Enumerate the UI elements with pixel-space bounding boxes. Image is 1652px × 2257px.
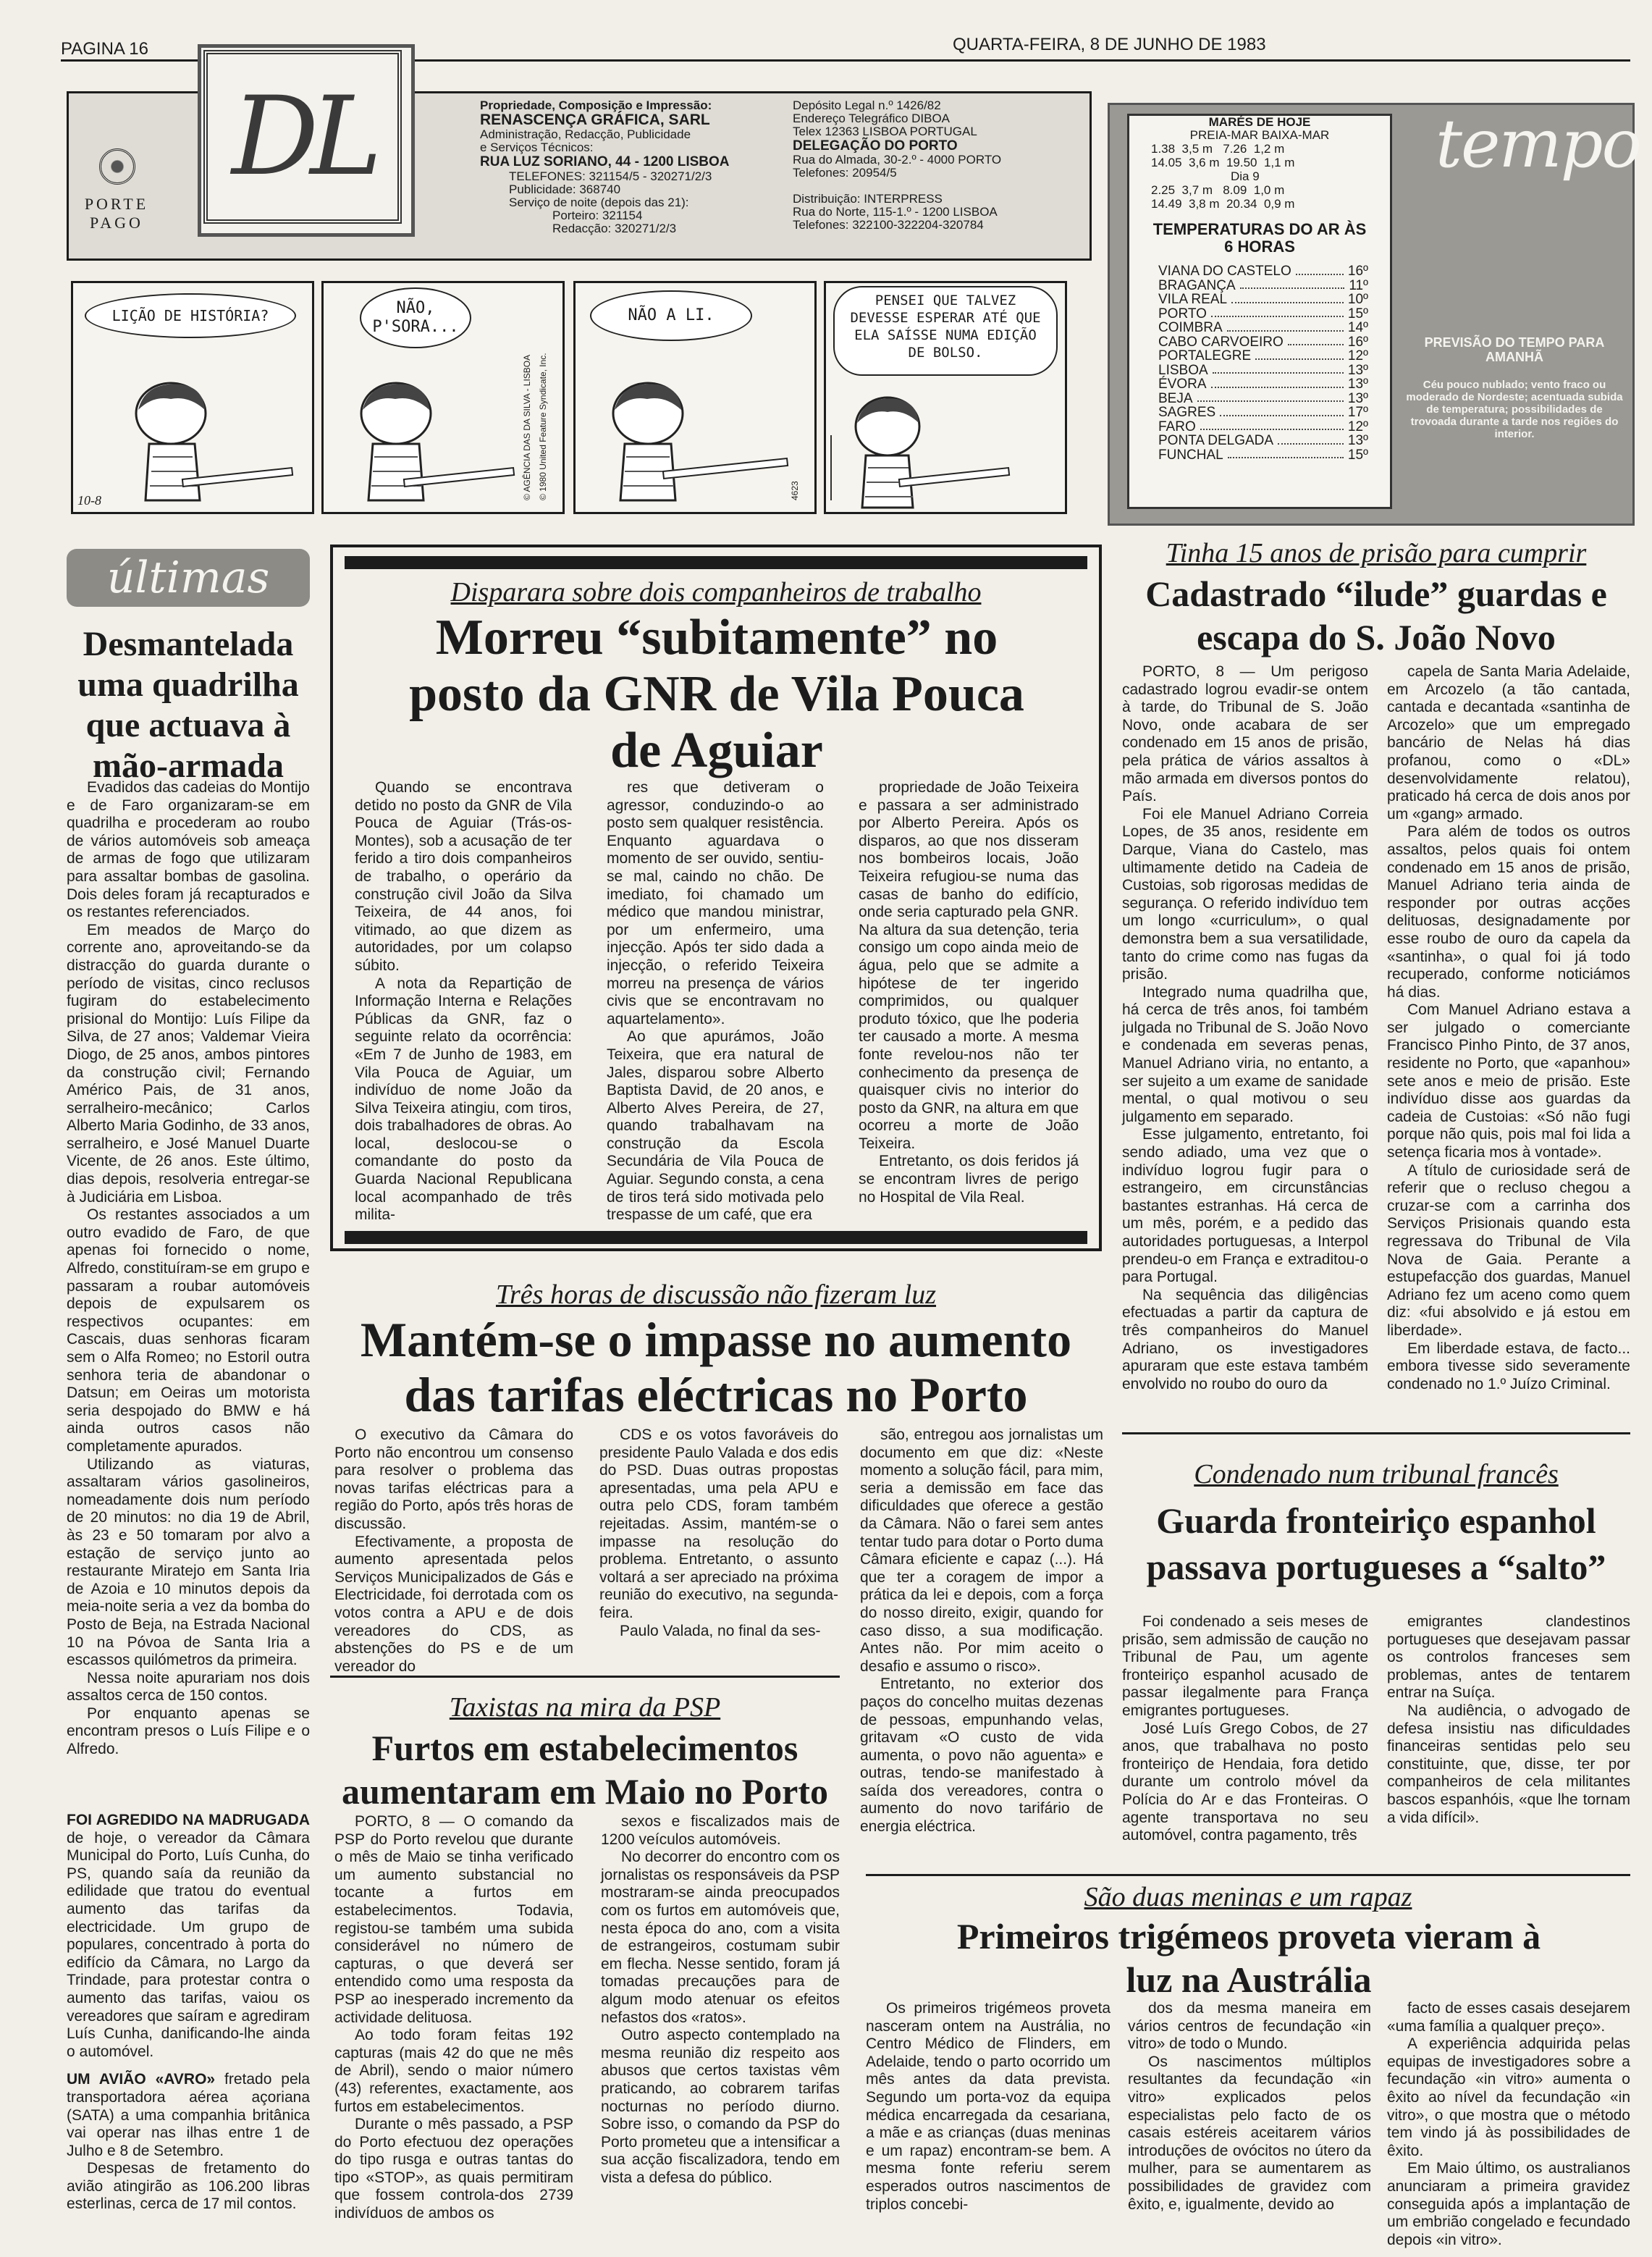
city-name: PORTO [1158,306,1207,321]
city-name: BRAGANÇA [1158,277,1236,293]
city-name: COIMBRA [1158,320,1223,335]
page-date: QUARTA-FEIRA, 8 DE JUNHO DE 1983 [953,35,1266,54]
guarda-kicker: Condenado num tribunal francês [1194,1459,1559,1489]
tempo-title: tempo [1436,105,1640,182]
speech-bubble-4: PENSEI QUE TALVEZ DEVESSE ESPERAR ATÉ QUE ELA SAÍSSE NUMA EDIÇÃO DE BOLSO. [833,286,1058,376]
article-paragraph: CDS e os votos favoráveis do presidente Paulo Valada e dos edis do PSD. Duas outras propostas apresentadas, uma pela APU e outra pelo CDS, foram também rejeitadas. Assim, mantém-se o impasse na resolução do problema. Entretanto, o assunto voltará a ser apreciado na próxima reunião do executivo, na segunda-feira. [599,1426,838,1621]
article-paragraph: Os nascimentos múltiplos resultantes da fecundação «in vitro» explicados pelos especialistas pelo facto de os casais estéreis aceitarem vários introduções de ovócitos no útero da mulher, para se aumentarem as possibilidades de gravidez com êxito, e, igualmente, devido ao [1128,2053,1371,2213]
gnr-column-3 [859,779,1079,1218]
temperature-value: 15º [1347,306,1368,321]
schulz-signature [830,435,846,500]
article-paragraph: Utilizando as viaturas, assaltaram vários gasolineiros, nomeadamente dois num período de 20 minutos: no dia 19 de Abril, às 23 e 50 tomaram por alvo a estação de serviço junto ao restaurante Miratejo em Santa Iria de Azoia e 10 minutos depois da meia-noite seria a vez da bomba do Posto de Beja, na Estrada Nacional 10 na Póvoa de Santa Iria a escassos quilómetros da primeira. [67,1455,310,1669]
brief-aviao: UM AVIÃO «AVRO» fretado pela transportadora aérea açoriana (SATA) a uma companhia britânica vai operar nas ilhas entre 1 de Julho e 8 de Setembro. [67,2071,310,2159]
brief-agredido: FOI AGREDIDO NA MADRUGADA de hoje, o vereador da Câmara Municipal do Porto, Luís Cunha, do PS, quando saía da reunião da edilidade que tratou do eventual aumento das tarifas da electricidade. Um grupo de populares, concentrado à porta do edifício da Câmara, no Largo da Trindade, para protestar contra o aumento das tarifas, vaiou os vereadores que saíram e agrediram Luís Cunha, danificando-lhe ainda o automóvel. [67,1812,310,2060]
article-paragraph: PORTO, 8 — Um perigoso cadastrado logrou evadir-se ontem à tarde, do Tribunal de S. João Novo, onde acabara de ser condenado em 15 anos de prisão, pela prática de vários assaltos à mão armada em diversos pontos do País. [1122,663,1368,805]
taxistas-headline: Furtos em estabelecimentos aumentaram em Maio no Porto [341,1728,829,1812]
leader-dots [1220,405,1344,416]
article-paragraph: Por enquanto apenas se encontram presos o Luís Filipe e o Alfredo. [67,1705,310,1758]
guarda-headline: Guarda fronteiriço espanhol passava portugueses a “salto” [1146,1500,1606,1587]
section-rule [866,1874,1630,1876]
peppermint-patty-figure [604,377,691,500]
gnr-headline: Morreu “subitamente” no posto da GNR de Vila Pouca de Aguiar [409,610,1024,778]
temperature-value: 10º [1347,292,1368,307]
article-paragraph: A experiência adquirida pelas equipas de investigadores sobre a fecundação «in vitro» aumenta o êxito ao nível da fecundação «in vitro», o que mostra que o método tem vindo já às possibilidades de êxito. [1387,2035,1630,2159]
weather-inner [1127,114,1392,509]
temperature-row [1158,448,1368,463]
article-paragraph: Com Manuel Adriano estava a ser julgado o comerciante Francisco Pinho Pinto, de 37 anos, residente no Porto, que «apanhou» sete anos e meio de prisão. Este indivíduo disse aos guardas da cadeia de Custoias: «Só não fugi porque não quis, pois mal foi lida a setença ficaria mos à vontade». [1387,1001,1630,1161]
article-paragraph: dos da mesma maneira em vários centros de fecundação «in vitro» de todo o Mundo. [1128,2000,1371,2053]
leader-dots [1228,448,1344,459]
temperature-row [1158,293,1368,307]
porte-pago-stamp [76,144,156,245]
article-paragraph: Os restantes associados a um outro evadido de Faro, de que apenas foi fornecido o nome, Alfredo, constituíram-se em grupo e passaram a roubar automóveis depois de expulsarem os respectivos ocupantes: em Cascais, duas senhoras ficaram sem o Alfa Romeo; no Estoril outra senhora teria de abandonar o Datsun; em Oeiras um motorista seria despojado do BMW e há ainda outros casos não completamente apurados. [67,1206,310,1455]
guarda-column-2 [1387,1613,1630,1859]
article-paragraph: No decorrer do encontro com os jornalistas os responsáveis da PSP mostraram-se ainda preocupados com os furtos em automóveis que, nesta época do ano, com a visita de estrangeiros, costumam subir em flecha. Nesse sentido, foram já tomadas precauções para de algum modo atenuar os efeitos nefastos dos «ratos». [601,1849,840,2026]
tide-row: 14.05 3,6 m 19.50 1,1 m [1151,156,1295,169]
section-rule [1122,1432,1630,1434]
article-paragraph: Entretanto, no exterior dos paços do concelho muitas dezenas de pessoas, empunhando velas, gritavam «O custo de vida aumenta, o povo não aguenta» e outras, tendo-se manifestado à saída dos vereadores, contra o aumento do novo tarifário de energia eléctrica. [860,1676,1103,1836]
temperature-row [1158,420,1368,434]
tide-row: 14.49 3,8 m 20.34 0,9 m [1151,197,1295,211]
peppermint-patty-figure [848,392,927,508]
seal-icon [99,148,135,185]
ultimas-headline: Desmantelada uma quadrilha que actuava à mão-armada [77,625,299,785]
masthead-imprint-right: Depósito Legal n.º 1426/82 Endereço Telegráfico DIBOA Telex 12363 LISBOA PORTUGAL DELEGAÇÃO DO PORTO Rua do Almada, 30-2.º - 4000 PORTO Telefones: 20954/5 Distribuição: INTERPRESS Rua do Norte, 115-1.º - 1200 LISBOA Telefones: 322100-322204-320784 [793,98,1002,232]
trigemeos-column-3 [1387,2000,1630,2248]
city-name: PORTALEGRE [1158,348,1252,363]
temperatures-title: TEMPERATURAS DO AR ÀS 6 HORAS [1152,220,1367,256]
leader-dots [1200,420,1344,431]
tarifas-column-3 [860,1426,1103,1854]
comic-panel-2 [321,281,565,514]
weather-box [1108,103,1640,526]
speech-bubble-1: LIÇÃO DE HISTÓRIA? [85,293,296,338]
temperature-value: 13º [1347,433,1368,448]
article-paragraph: Em Maio último, os australianos anunciaram a primeira gravidez conseguida após a implantação de um embrião congelado e fecundado depois «in vitro». [1387,2160,1630,2248]
tides-subtitle: PREIA-MAR BAIXA-MAR [1189,128,1330,142]
article-paragraph: Durante o mês passado, a PSP do Porto efectuou dez operações do tipo rusga e outras tantas do tipo «STOP», as quais permitiram que fossem controla-dos 2739 indivíduos de ambos os [334,2116,573,2222]
cadastrado-column-2 [1387,663,1630,1409]
tide-row: Dia 9 [1231,169,1260,183]
trigemeos-column-1 [866,2000,1111,2217]
temperature-value: 17º [1347,405,1368,420]
masthead [67,74,1092,261]
article-paragraph: Evadidos das cadeias do Montijo e de Faro organizaram-se em quadrilha e procederam ao roubo de vários automóveis sob ameaça de armas de fogo que utilizaram para assaltar bombas de gasolina. Dois deles foram já recapturados e os restantes referenciados. [67,779,310,921]
taxistas-kicker: Taxistas na mira da PSP [449,1692,721,1723]
ultimas-label: últimas [106,552,270,603]
article-paragraph: facto de esses casais desejarem «uma família a qualquer preço». [1387,2000,1630,2035]
guarda-column-1 [1122,1613,1368,1859]
brief-despesas: Despesas de fretamento do avião atingirão as 106.200 libras esterlinas, cerca de 17 mil contos. [67,2160,310,2213]
city-name: FUNCHAL [1158,447,1223,463]
temperature-value: 14º [1347,320,1368,335]
article-paragraph: Outro aspecto contemplado na mesma reunião diz respeito aos abusos que certos taxistas vêm praticando, ao cobrarem tarifas nocturnas no período diurno. Sobre isso, o comando da PSP do Porto prometeu que a intensificar a sua acção fiscalizadora, tendo em vista a defesa do público. [601,2027,840,2186]
section-rule [330,1676,840,1678]
comic-panel-4 [824,281,1067,514]
temperature-list [1129,264,1390,462]
speech-bubble-2: NÃO, P'SORA... [360,287,471,348]
article-paragraph: Foi condenado a seis meses de prisão, sem admissão de caução no Tribunal de Pau, um agente fronteiriço espanhol acusado de passar ilegalmente para França emigrantes portugueses. [1122,1613,1368,1719]
temperature-value: 16º [1347,334,1368,350]
city-name: VILA REAL [1158,292,1228,307]
page-number: PAGINA 16 [61,39,148,59]
comic-date-mark: 10-8 [77,493,101,508]
temperature-value: 12º [1347,419,1368,434]
article-paragraph: José Luís Grego Cobos, de 27 anos, que trabalhava no posto fronteiriço de Hendaia, fora detido durante um controlo móvel da Polícia do Ar e das Fronteiras. O agente transportava no seu automóvel, contra pagamento, três [1122,1720,1368,1844]
box-bottom-bar [345,1231,1087,1244]
comic-credit-2: © 1980 United Feature Syndicate, Inc. [538,353,548,500]
temperature-value: 15º [1347,447,1368,463]
leader-dots [1231,293,1344,303]
cadastrado-column-1 [1122,663,1368,1409]
comic-number: 4623 [790,481,800,500]
article-paragraph: propriedade de João Teixeira e passara a ser administrado por Alberto Pereira. Após os disparos, ao que nos disseram nos bombeiros locais, João Teixeira refugiou-se numa das casas de banho do edifício, onde seria capturado pela GNR. Na altura da sua detenção, teria consigo um copo ainda meio de água, pelo que se admite a hipótese de ter ingerido comprimidos, ou qualquer produto tóxico, que lhe poderia ter causado a morte. A mesma fonte revelou-nos não ter conhecimento da presença de quaisquer civis no interior do posto da GNR, na altura em que ocorreu a morte de João Teixeira. [859,779,1079,1152]
tarifas-column-2 [599,1426,838,1655]
city-name: ÉVORA [1158,377,1207,392]
leader-dots [1296,264,1344,275]
temperature-row [1158,405,1368,420]
article-paragraph: Foi ele Manuel Adriano Correia Lopes, de 35 anos, residente em Darque, Viana do Castelo, mas ultimamente detido na Cadeia de Custoias, sob rigorosas medidas de segurança. O referido indivíduo tem um longo «curriculum», o qual demonstra bem a sua versatilidade, tanto do crime como nas fugas da prisão. [1122,805,1368,983]
gnr-kicker: Disparara sobre dois companheiros de trabalho [450,577,982,608]
temperature-value: 13º [1347,362,1368,378]
temperature-value: 11º [1349,277,1368,293]
article-paragraph: A nota da Repartição de Informação Interna e Relações Públicas da GNR, faz o seguinte relato da ocorrência: «Em 7 de Junho de 1983, em Vila Pouca de Aguiar, um indivíduo de nome João da Silva Teixeira atingiu, com tiros, dois trabalhadores de obras. Ao local, deslocou-se o comandante do posto da Guarda Nacional Republicana local acompanhado de três milita- [355,975,572,1224]
article-paragraph: Ao que apurámos, João Teixeira, que era natural de Jales, disparou sobre Alberto Baptista David, de 20 anos, e Alberto Alves Pereira, de 27, quando trabalhavam na construção da Escola Secundária de Vila Pouca de Aguiar. Segundo consta, a cena de tiros terá sido motivada pelo trespasse de um café, que era [607,1028,824,1224]
masthead-imprint-left: Propriedade, Composição e Impressão: RENASCENÇA GRÁFICA, SARL Administração, Redacção, Publicidade e Serviços Técnicos: RUA LUZ SORIANO, 44 - 1200 LISBOA TELEFONES: 321154/5 - 320271/2/3 Publicidade: 368740 Serviço de noite (depois das 21): Porteiro: 321154 Redacção: 320271/2/3 [480,98,730,235]
temperature-row [1158,377,1368,392]
article-paragraph: Na audiência, o advogado de defesa insistiu nas dificuldades financeiras sentidas pelo seu constituinte, que, disse, ter por companheiros de cela militantes bascos espanhóis, «que lhe tornam a vida difícil». [1387,1702,1630,1826]
temperature-row [1158,264,1368,279]
city-name: BEJA [1158,390,1193,406]
article-paragraph: Em liberdade estava, de facto... embora tivesse sido severamente condenado no 1.º Juízo Criminal. [1387,1340,1630,1392]
article-paragraph: emigrantes clandestinos portugueses que desejavam passar os controlos franceses sem problemas, antes de tentarem entrar na Suíça. [1387,1613,1630,1702]
temperature-row [1158,349,1368,363]
temperature-row [1158,434,1368,448]
tarifas-column-1 [334,1426,573,1675]
article-paragraph: Para além de todos os outros assaltos, pelos quais foi ontem condenado em 15 anos de prisão, Manuel Adriano teria ainda de responder por outras acções delituosas, designadamente por esse roubo de ouro da capela da «santinha», o qual foi já todo recuperado, conforme noticiámos há dias. [1387,823,1630,1001]
trigemeos-kicker: São duas meninas e um rapaz [1084,1882,1412,1912]
article-paragraph: Entretanto, os dois feridos já se encontram livres de perigo no Hospital de Vila Real. [859,1153,1079,1206]
leader-dots [1278,434,1344,445]
taxistas-column-1 [334,1813,573,2240]
tarifas-headline: Mantém-se o impasse no aumento das tarifas eléctricas no Porto [360,1312,1072,1422]
article-paragraph: Paulo Valada, no final da ses- [620,1622,821,1639]
box-top-bar [345,556,1087,569]
article-paragraph: res que detiveram o agressor, conduzindo-o ao posto sem qualquer resistência. Enquanto aguardava o momento de ser ouvido, sentiu-se mal, caindo no chão. De imediato, foi chamado um médico que mandou ministrar, por um enfermeiro, uma injecção. Após ter sido dada a injecção, o referido Teixeira morreu na presença de vários civis que se encontravam no aquartelamento». [607,779,824,1027]
temperature-value: 13º [1347,377,1368,392]
speech-bubble-3: NÃO A LI. [590,290,752,341]
temperature-row [1158,321,1368,335]
leader-dots [1211,377,1344,388]
article-paragraph: Nessa noite apurariam nos dois assaltos cerca de 150 contos. [67,1669,310,1705]
porte-pago-text: PORTE PAGO [84,195,149,232]
tides-title: MARÉS DE HOJE [1208,115,1311,129]
cadastrado-headline: Cadastrado “ilude” guardas e escapa do S. João Novo [1145,573,1607,657]
gnr-column-1 [355,779,572,1224]
city-name: LISBOA [1158,362,1208,378]
leader-dots [1197,392,1344,403]
forecast-text: Céu pouco nublado; vento fraco ou moderado de Nordeste; acentuada subida de temperatura; possibilidades de trovoada durante a tarde nos regiões do interior. [1406,379,1623,440]
temperature-row [1158,279,1368,293]
gnr-column-2 [607,779,824,1224]
leader-dots [1211,307,1344,318]
article-paragraph: sexos e fiscalizados mais de 1200 veículos automóveis. [601,1813,840,1848]
temperature-row [1158,307,1368,321]
article-paragraph: Os primeiros trigémeos proveta nasceram ontem na Austrália, no Centro Médico de Flinders, em Adelaide, tendo o parto ocorrido um mês antes da data prevista. Segundo um porta-voz da equipa médica encarregada da cesariana, a mãe e as crianças (duas meninas e um rapaz) encontram-se bem. A mesma fonte referiu serem esperados outros nascimentos de triplos concebi- [866,2000,1111,2213]
leader-dots [1227,321,1344,332]
tide-row: 2.25 3,7 m 8.09 1,0 m [1151,183,1285,197]
comic-credit: © AGÊNCIA DAS DA SILVA - LISBOA [522,354,532,500]
leader-dots [1240,279,1345,290]
dl-logo-text: DL [232,74,374,200]
ultimas-briefs [67,1812,310,2236]
city-name: CABO CARVOEIRO [1158,334,1284,350]
dl-logo [203,50,402,224]
temperature-row [1158,392,1368,406]
leader-dots [1288,335,1344,346]
article-paragraph: Em meados de Março do corrente ano, aproveitando-se da distracção do guarda durante o período de visitas, cinco reclusos fugiram do estabelecimento prisional do Montijo: Luís Filipe da Silva, de 27 anos; Valdemar Vieira Diogo, de 25 anos, ambos pintores da construção civil; Fernando Américo Pais, de 31 anos, serralheiro-mecânico; Carlos Alberto Maria Godinho, de 33 anos, serralheiro, e José Manuel Duarte Vicente, de 26 anos. Este último, dias depois, resolveria entregar-se à Judiciária em Lisboa. [67,921,310,1206]
article-paragraph: Integrado numa quadrilha que, há cerca de três anos, foi também julgada no Tribunal de S. João Novo e condenada em severas penas, Manuel Adriano viria, no entanto, a ser sujeito a um exame de sanidade mental, o qual motivou o seu julgamento em separado. [1122,983,1368,1125]
article-paragraph: Esse julgamento, entretanto, foi sendo adiado, uma vez que o indivíduo logrou fugir para o estrangeiro, em circunstâncias bastantes estranhas. Há cerca de um mês, porém, e a pedido das autoridades portuguesas, a Interpol prendeu-o em França e extraditou-o para Portugal. [1122,1126,1368,1286]
temperature-row [1158,363,1368,378]
city-name: VIANA DO CASTELO [1158,264,1291,279]
temperature-value: 12º [1347,348,1368,363]
ultimas-body [67,779,310,1758]
trigemeos-headline: Primeiros trigémeos proveta vieram à luz na Austrália [956,1916,1541,2000]
temperature-value: 16º [1347,264,1368,279]
article-paragraph: O executivo da Câmara do Porto não encontrou um consenso para resolver o problema das novas tarifas eléctricas para a região do Porto, após três horas de discussão. [334,1426,573,1532]
tides-table [1129,142,1390,211]
cadastrado-kicker: Tinha 15 anos de prisão para cumprir [1166,538,1587,568]
city-name: SAGRES [1158,405,1216,420]
temperature-row [1158,335,1368,350]
article-paragraph: Na sequência das diligências efectuadas a partir da captura de três companheiros do Manuel Adriano, os investigadores apuraram que este estava também envolvido no roubo do ouro da [1122,1286,1368,1392]
trigemeos-column-2 [1128,2000,1371,2217]
leader-dots [1213,363,1344,374]
city-name: FARO [1158,419,1196,434]
article-paragraph: Efectivamente, a proposta de aumento apresentada pelos Serviços Municipalizados de Gás e Electricidade, foi derrotada com os votos contra a APU e de dois vereadores do CDS, as abstenções do PS e de um vereador do [334,1533,573,1675]
article-paragraph: Quando se encontrava detido no posto da GNR de Vila Pouca de Aguiar (Trás-os-Montes), sob a acusação de ter ferido a tiro dois companheiros de trabalho, o operário da construção civil João da Silva Teixeira, de 44 anos, foi vitimado, ao que dizem as autoridades, por um colapso súbito. [355,779,572,974]
tide-row: 1.38 3,5 m 7.26 1,2 m [1151,142,1285,156]
article-paragraph: capela de Santa Maria Adelaide, em Arcozelo (a tão cantada, cantada e decantada «santinha de Arcozelo» que um empregado bancário de Nelas há dias profanou, como o «DL» desenvolvidamente relatou), praticado há cerca de dois anos por um «gang» armado. [1387,663,1630,823]
article-paragraph: PORTO, 8 — O comando da PSP do Porto revelou que durante o mês de Maio se tinha verificado um aumento substancial no tocante a furtos em estabelecimentos. Todavia, registou-se também uma subida considerável no número de capturas, o que deverá ser entendido como uma resposta da PSP ao inesperado incremento da actividade delituosa. [334,1813,573,2026]
comic-panel-1 [71,281,314,514]
taxistas-column-2 [601,1813,840,2240]
leader-dots [1255,349,1344,360]
comic-panel-3 [573,281,817,514]
ultimas-banner [67,549,310,607]
article-paragraph: A título de curiosidade será de referir que o recluso chegou a cruzar-se com a carrinha dos Serviços Prisionais quando esta regressava do Tribunal de Vila Nova de Gaia. Perante a estupefacção dos guardas, Manuel Adriano fez um aceno como quem diz: «fui absolvido e já estou em liberdade». [1387,1161,1630,1339]
forecast-title: PREVISÃO DO TEMPO PARA AMANHÃ [1424,335,1605,364]
tarifas-kicker: Três horas de discussão não fizeram luz [495,1279,937,1310]
city-name: PONTA DELGADA [1158,433,1274,448]
article-paragraph: Ao todo foram feitas 192 capturas (mais 42 do que ne mês de Abril), sendo o maior número (43) referentes, exactamente, aos furtos em estabelecimentos. [334,2027,573,2115]
article-paragraph: são, entregou aos jornalistas um documento em que diz: «Neste momento a solução fácil, para mim, seria a demissão em face das dificuldades que oferece a gestão da Câmara. Não o farei sem antes tentar tudo para dotar o Porto duma Câmara eficiente e capaz (...). Há que ter a coragem de impor a prática da lei e depois, com a força do nosso direito, exigir, quando for caso disso, a sua modificação. Antes não. Por mim aceito o desafio e assumo o risco». [860,1426,1103,1675]
temperature-value: 13º [1347,390,1368,406]
